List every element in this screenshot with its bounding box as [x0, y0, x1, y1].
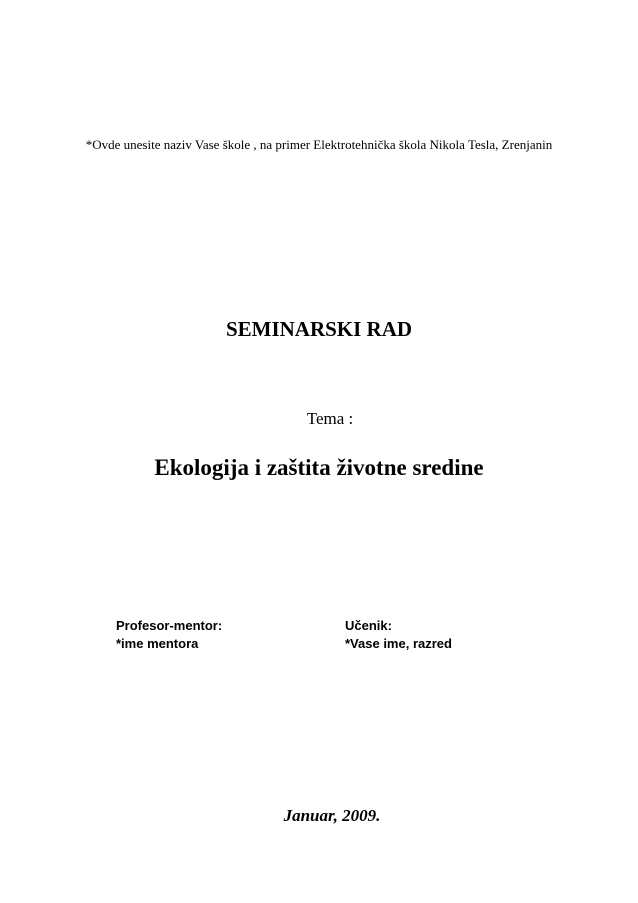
student-label: Učenik:	[345, 618, 392, 633]
document-date: Januar, 2009.	[283, 806, 381, 825]
mentor-label: Profesor-mentor:	[116, 618, 223, 633]
document-title: SEMINARSKI RAD	[225, 317, 413, 341]
mentor-block	[116, 617, 222, 653]
mentor-value: *ime mentora	[116, 636, 199, 651]
date-line	[0, 805, 638, 827]
student-block	[345, 617, 452, 653]
topic-label-line	[0, 408, 638, 430]
student-value: *Vase ime, razred	[345, 636, 452, 651]
topic-title: Ekologija i zaštita životne sredine	[154, 455, 484, 480]
topic-label: Tema :	[306, 409, 354, 428]
school-name-note: *Ovde unesite naziv Vase škole , na primer Elektrotehnička škola Nikola Tesla, Zrenjanin	[85, 137, 553, 152]
